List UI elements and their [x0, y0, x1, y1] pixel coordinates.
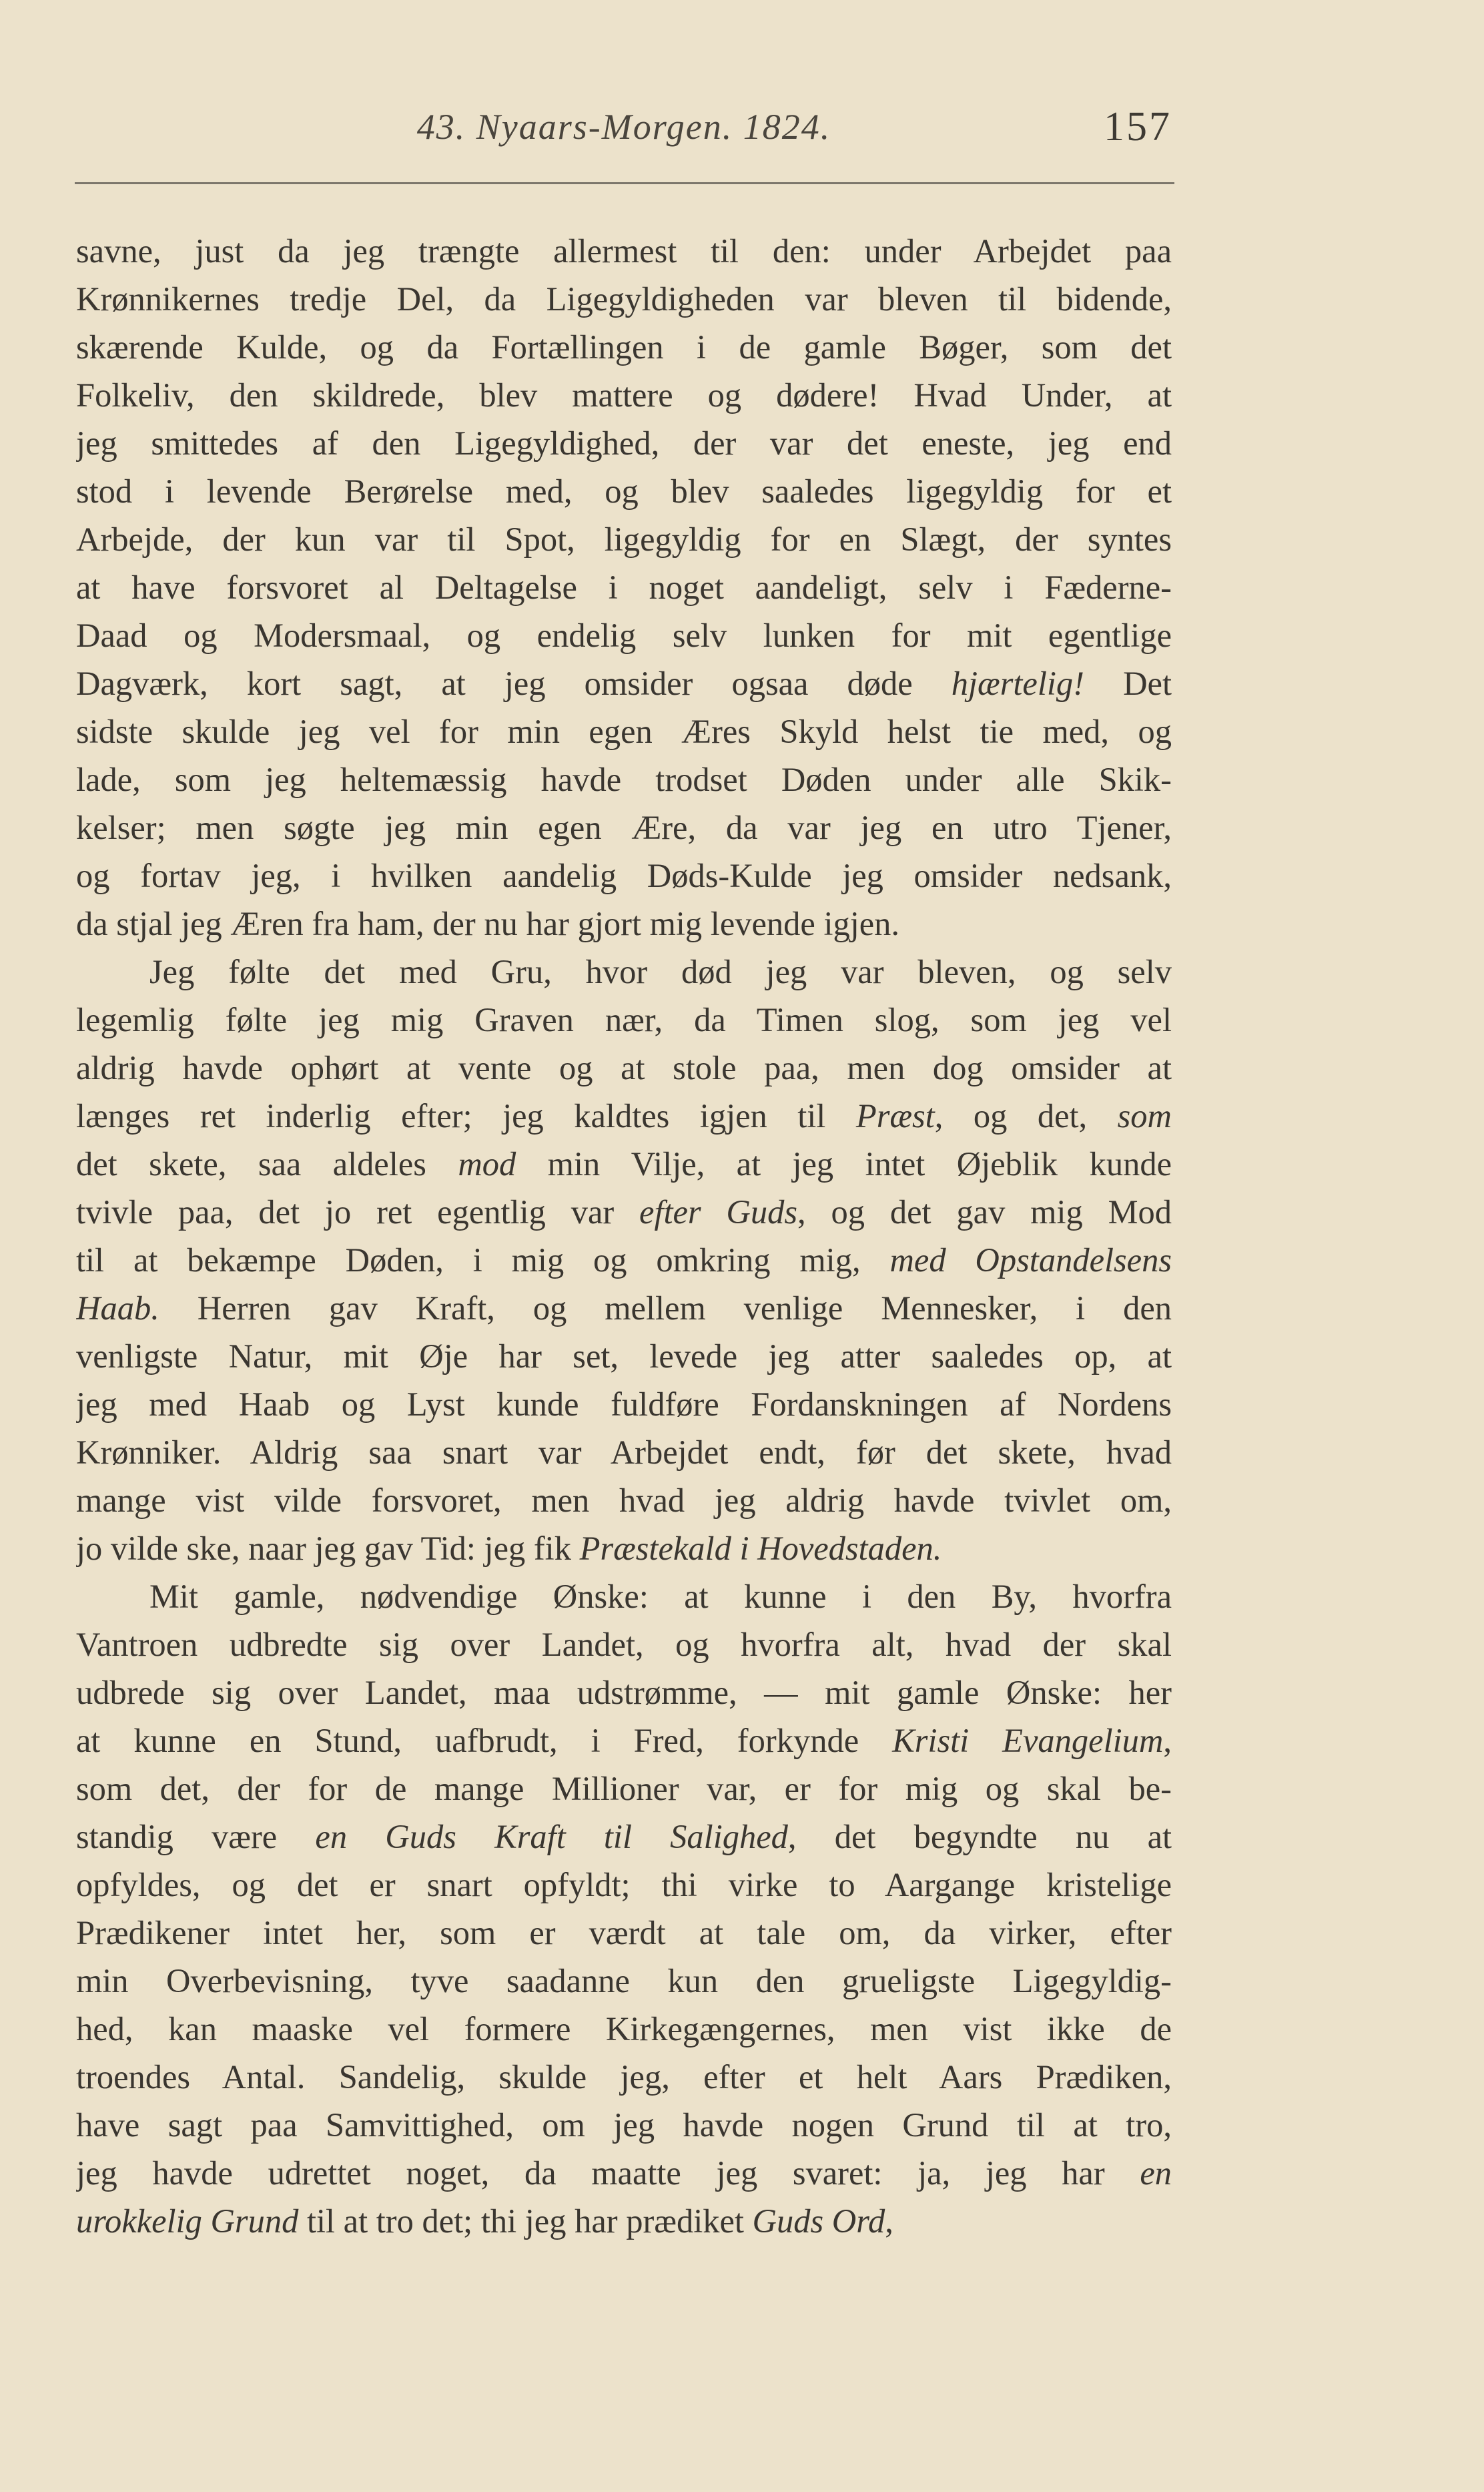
text-line [76, 948, 1172, 996]
text-run: og fortav jeg, i hvilken aandelig Døds-Kulde jeg omsider nedsank, [76, 857, 1172, 894]
italic-text: med Opstandelsens [889, 1241, 1172, 1279]
text-line [76, 2053, 1172, 2101]
text-run: hed, kan maaske vel formere Kirkegængernes, men vist ikke de [76, 2010, 1172, 2048]
text-run: Prædikener intet her, som er værdt at tale om, da virker, efter [76, 1914, 1172, 1951]
text-run: til at tro det; thi jeg har prædiket [298, 2202, 753, 2240]
text-line [76, 227, 1172, 275]
italic-text: en [1140, 2154, 1172, 2192]
text-run: at kunne en Stund, uafbrudt, i Fred, forkynde [76, 1722, 893, 1759]
text-line [76, 659, 1172, 707]
text-run: jeg smittedes af den Ligegyldighed, der var det eneste, jeg end [76, 424, 1172, 462]
italic-text: efter Guds [639, 1193, 798, 1231]
text-line [76, 1572, 1172, 1620]
text-line [76, 2149, 1172, 2197]
text-line [76, 1140, 1172, 1188]
paragraph [76, 1572, 1172, 2245]
text-line [76, 755, 1172, 804]
text-run: skærende Kulde, og da Fortællingen i de gamle Bøger, som det [76, 328, 1172, 366]
page-number: 157 [1104, 104, 1172, 149]
body-text [76, 227, 1172, 2245]
text-run: udbrede sig over Landet, maa udstrømme, — mit gamle Ønske: her [76, 1674, 1172, 1711]
italic-text: Haab. [76, 1289, 159, 1327]
text-run: Det [1084, 665, 1172, 702]
text-line [76, 419, 1172, 467]
text-line [76, 1332, 1172, 1380]
text-run: have sagt paa Samvittighed, om jeg havde nogen Grund til at tro, [76, 2106, 1172, 2144]
text-run: Jeg følte det med Gru, hvor død jeg var bleven, og selv [149, 953, 1172, 990]
text-run: troendes Antal. Sandelig, skulde jeg, efter et helt Aars Prædiken, [76, 2058, 1172, 2096]
text-run: det skete, saa aldeles [76, 1145, 458, 1183]
text-run: Daad og Modersmaal, og endelig selv lunken for mit egentlige [76, 617, 1172, 654]
text-run: Folkeliv, den skildrede, blev mattere og dødere! Hvad Under, at [76, 376, 1172, 414]
text-line [76, 1620, 1172, 1668]
text-run: , [885, 2202, 893, 2240]
text-line [76, 515, 1172, 563]
italic-text: Præst [855, 1097, 935, 1135]
text-line [76, 1765, 1172, 1813]
text-run: , [1163, 1722, 1172, 1759]
text-line [76, 563, 1172, 611]
text-line [76, 2101, 1172, 2149]
text-run: jeg med Haab og Lyst kunde fuldføre Fordanskningen af Nordens [76, 1385, 1172, 1423]
italic-text: urokkelig Grund [76, 2202, 299, 2240]
text-run: standig være [76, 1818, 316, 1855]
text-run: venligste Natur, mit Øje har set, levede jeg atter saaledes op, at [76, 1337, 1172, 1375]
text-run: Mit gamle, nødvendige Ønske: at kunne i den By, hvorfra [149, 1578, 1172, 1615]
text-run: kelser; men søgte jeg min egen Ære, da var jeg en utro Tjener, [76, 809, 1172, 846]
text-line [76, 996, 1172, 1044]
text-run: opfyldes, og det er snart opfyldt; thi virke to Aargange kristelige [76, 1866, 1172, 1903]
text-run: min Overbevisning, tyve saadanne kun den grueligste Ligegyldig- [76, 1962, 1172, 1999]
italic-text: Præstekald i Hovedstaden. [579, 1530, 942, 1567]
text-line [76, 1668, 1172, 1717]
text-line [76, 2005, 1172, 2053]
text-run: Herren gav Kraft, og mellem venlige Mennesker, i den [159, 1289, 1172, 1327]
text-line [76, 1428, 1172, 1476]
text-run: at have forsvoret al Deltagelse i noget aandeligt, selv i Fæderne- [76, 569, 1172, 606]
text-run: , og det gav mig Mod [797, 1193, 1172, 1231]
paragraph [76, 948, 1172, 1572]
text-run: legemlig følte jeg mig Graven nær, da Timen slog, som jeg vel [76, 1001, 1172, 1038]
text-run: mange vist vilde forsvoret, men hvad jeg aldrig havde tvivlet om, [76, 1482, 1172, 1519]
text-line [76, 1044, 1172, 1092]
text-run: længes ret inderlig efter; jeg kaldtes igjen til [76, 1097, 856, 1135]
text-line [76, 1524, 1172, 1572]
text-line [76, 1236, 1172, 1284]
text-run: , og det, [934, 1097, 1118, 1135]
text-line [76, 1188, 1172, 1236]
text-line [76, 1861, 1172, 1909]
text-run: til at bekæmpe Døden, i mig og omkring mig, [76, 1241, 890, 1279]
text-line [76, 707, 1172, 755]
text-run: jo vilde ske, naar jeg gav Tid: jeg fik [76, 1530, 580, 1567]
text-run: Vantroen udbredte sig over Landet, og hvorfra alt, hvad der skal [76, 1626, 1172, 1663]
text-line [76, 1909, 1172, 1957]
text-line [76, 323, 1172, 371]
italic-text: mod [458, 1145, 516, 1183]
paragraph [76, 227, 1172, 948]
text-line [76, 1476, 1172, 1524]
text-line [76, 2197, 1172, 2245]
text-run: aldrig havde ophørt at vente og at stole paa, men dog omsider at [76, 1049, 1172, 1086]
text-line [76, 852, 1172, 900]
text-line [76, 900, 1172, 948]
text-line [76, 275, 1172, 323]
italic-text: Kristi Evangelium [892, 1722, 1164, 1759]
text-run: jeg havde udrettet noget, da maatte jeg svaret: ja, jeg har [76, 2154, 1140, 2192]
text-line [76, 1380, 1172, 1428]
text-line [76, 1813, 1172, 1861]
text-run: Krønnikernes tredje Del, da Ligegyldigheden var bleven til bidende, [76, 280, 1172, 318]
text-line [76, 1284, 1172, 1332]
text-line [76, 804, 1172, 852]
header-title: 43. Nyaars-Morgen. 1824. [416, 107, 831, 147]
text-run: som det, der for de mange Millioner var, er for mig og skal be- [76, 1770, 1172, 1807]
text-run: sidste skulde jeg vel for min egen Æres Skyld helst tie med, og [76, 713, 1172, 750]
text-run: , det begyndte nu at [787, 1818, 1172, 1855]
italic-text: som [1117, 1097, 1172, 1135]
text-line [76, 1957, 1172, 2005]
text-run: Arbejde, der kun var til Spot, ligegyldig for en Slægt, der syntes [76, 521, 1172, 558]
text-line [76, 1092, 1172, 1140]
text-run: savne, just da jeg trængte allermest til den: under Arbejdet paa [76, 232, 1172, 270]
text-run: stod i levende Berørelse med, og blev saaledes ligegyldig for et [76, 473, 1172, 510]
text-run: tvivle paa, det jo ret egentlig var [76, 1193, 640, 1231]
text-run: min Vilje, at jeg intet Øjeblik kunde [516, 1145, 1172, 1183]
header-rule [75, 182, 1174, 184]
italic-text: Guds Ord [752, 2202, 885, 2240]
text-run: lade, som jeg heltemæssig havde trodset Døden under alle Skik- [76, 761, 1172, 798]
text-run: da stjal jeg Æren fra ham, der nu har gjort mig levende igjen. [76, 905, 900, 942]
text-line [76, 467, 1172, 515]
text-run: Krønniker. Aldrig saa snart var Arbejdet endt, før det skete, hvad [76, 1434, 1172, 1471]
running-header [76, 103, 1172, 157]
italic-text: hjærtelig! [951, 665, 1084, 702]
text-line [76, 371, 1172, 419]
text-line [76, 1717, 1172, 1765]
italic-text: en Guds Kraft til Salighed [315, 1818, 788, 1855]
text-line [76, 611, 1172, 659]
text-run: Dagværk, kort sagt, at jeg omsider ogsaa døde [76, 665, 952, 702]
